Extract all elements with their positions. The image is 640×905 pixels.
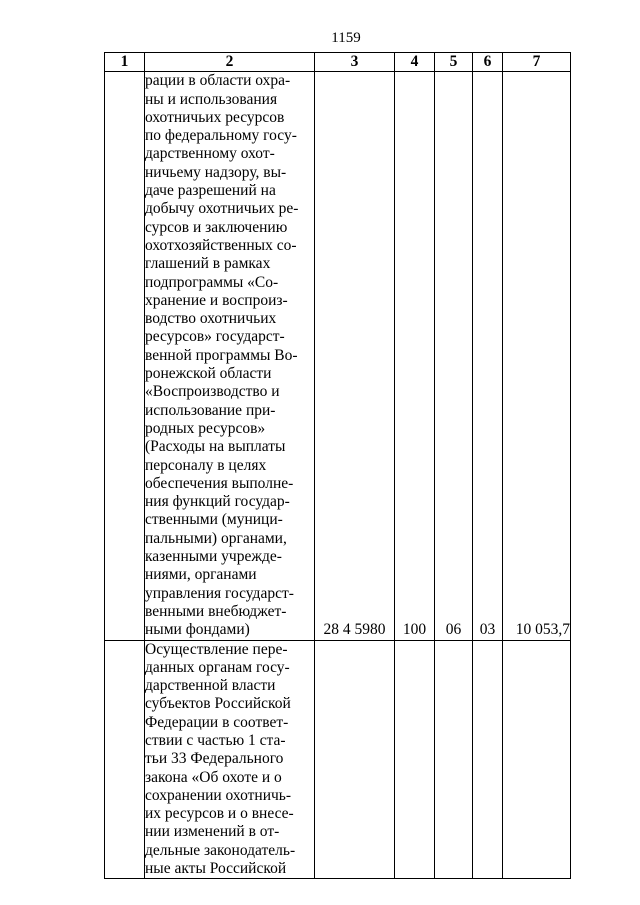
target-article-cell: 28 4 5980 <box>315 72 395 640</box>
description-line: данных органам госу- <box>145 658 290 676</box>
amount-cell <box>503 640 571 879</box>
column-header-2: 2 <box>145 53 315 72</box>
section-cell: 06 <box>435 72 473 640</box>
description-line: водство охотничьих <box>145 310 277 328</box>
subsection-cell <box>473 640 503 879</box>
description-line: подпрограммы «Со- <box>145 273 279 291</box>
description-line: венной программы Во- <box>145 346 298 364</box>
description-line: Осуществление пере- <box>145 640 288 658</box>
description-line: ния функций государ- <box>145 493 290 511</box>
description-line: венными внебюджет- <box>145 602 287 620</box>
page-number: 1159 <box>331 30 361 46</box>
expense-type-cell <box>395 640 435 879</box>
description-line: дельные законодатель- <box>145 841 296 859</box>
subsection-cell: 03 <box>473 72 503 640</box>
description-line: рации в области охра- <box>145 72 291 90</box>
description-line: дарственной власти <box>145 677 276 695</box>
description-line: персоналу в целях <box>145 456 267 474</box>
description-line: «Воспроизводство и <box>145 383 280 401</box>
description-cell <box>145 640 315 879</box>
description-line: пальными) органами, <box>145 529 287 547</box>
description-line: глашений в рамках <box>145 255 271 273</box>
description-line: ны и использования <box>145 90 278 108</box>
column-header-4: 4 <box>395 53 435 72</box>
description-line: тьи 33 Федерального <box>145 750 284 768</box>
budget-table <box>104 52 571 879</box>
description-line: родных ресурсов» <box>145 419 266 437</box>
description-line: добычу охотничьих ре- <box>145 200 299 218</box>
description-line: ничьему надзору, вы- <box>145 163 287 181</box>
description-line: дарственному охот- <box>145 145 275 163</box>
description-text <box>145 72 314 639</box>
target-article-cell <box>315 640 395 879</box>
description-line: закона «Об охоте и о <box>145 768 282 786</box>
column-header-3: 3 <box>315 53 395 72</box>
row-number-cell <box>105 640 145 879</box>
column-header-7: 7 <box>503 53 571 72</box>
description-text <box>145 641 314 879</box>
row-number-cell <box>105 72 145 640</box>
description-line: субъектов Российской <box>145 695 291 713</box>
description-line: ственными (муници- <box>145 511 283 529</box>
description-line: обеспечения выполне- <box>145 474 294 492</box>
description-line: даче разрешений на <box>145 182 276 200</box>
header-row <box>105 53 571 72</box>
description-line: нии изменений в от- <box>145 823 280 841</box>
description-line: сурсов и заключению <box>145 218 288 236</box>
description-line: охотничьих ресурсов <box>145 108 285 126</box>
table-row <box>105 72 571 640</box>
description-line: управления государст- <box>145 584 294 602</box>
description-line: сохранении охотничь- <box>145 786 292 804</box>
description-line: хранение и воспроиз- <box>145 291 288 309</box>
expense-type-cell: 100 <box>395 72 435 640</box>
description-line: ными фондами) <box>145 621 250 639</box>
column-header-5: 5 <box>435 53 473 72</box>
description-line: (Расходы на выплаты <box>145 438 286 456</box>
description-line: ронежской области <box>145 365 272 383</box>
description-line: ные акты Российской <box>145 860 287 878</box>
description-line: охотхозяйственных со- <box>145 236 297 254</box>
table-row <box>105 640 571 879</box>
description-line: использование при- <box>145 401 276 419</box>
description-line: ресурсов» государст- <box>145 328 285 346</box>
description-line: по федеральному госу- <box>145 127 297 145</box>
section-cell <box>435 640 473 879</box>
column-header-6: 6 <box>473 53 503 72</box>
description-line: казенными учрежде- <box>145 548 282 566</box>
description-line: ствии с частью 1 ста- <box>145 731 286 749</box>
description-line: Федерации в соответ- <box>145 713 289 731</box>
description-line: их ресурсов и о внесе- <box>145 805 294 823</box>
amount-cell: 10 053,7 <box>503 72 571 640</box>
description-line: ниями, органами <box>145 566 257 584</box>
column-header-1: 1 <box>105 53 145 72</box>
description-cell <box>145 72 315 640</box>
